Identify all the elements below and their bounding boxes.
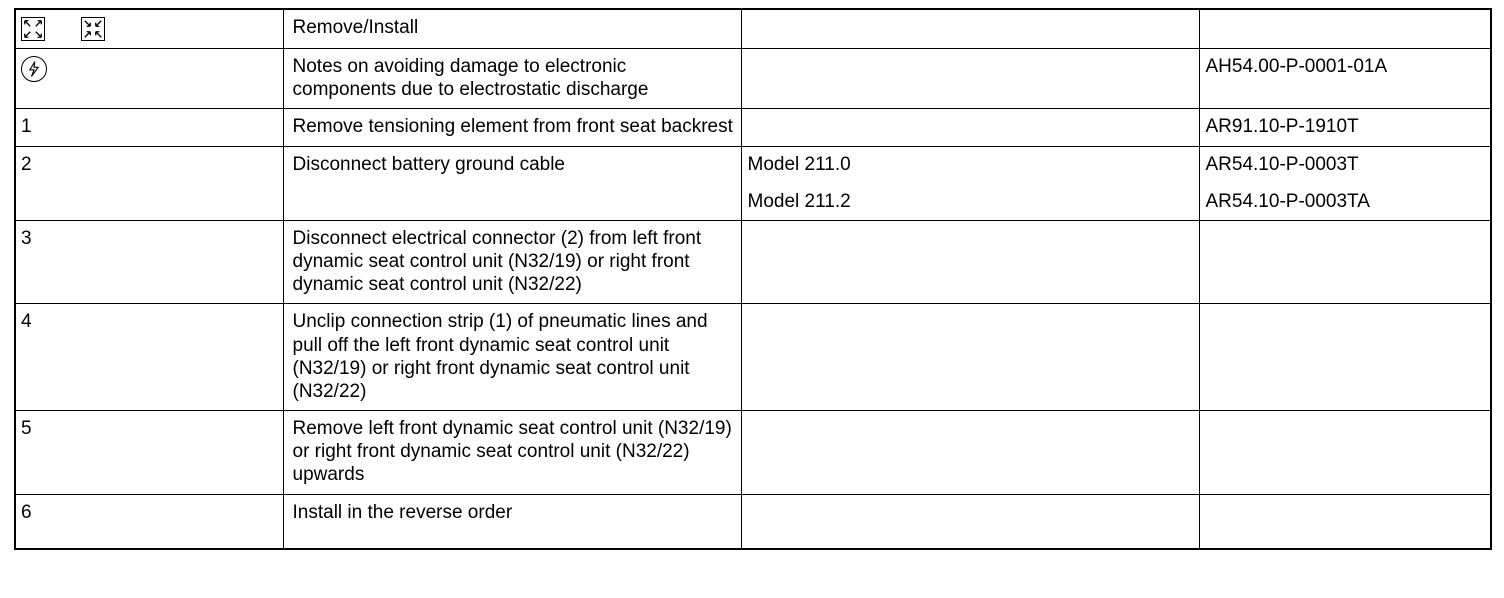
- model-cell: [741, 494, 1199, 549]
- reference-cell: [1199, 146, 1491, 220]
- table-row: [15, 220, 1491, 304]
- table-row: [15, 146, 1491, 220]
- table-row: [15, 9, 1491, 49]
- model-line: Model 211.2: [747, 190, 851, 212]
- reference-cell: [1199, 494, 1491, 549]
- work-step-cell: Remove tensioning element from front seat backrest: [283, 109, 741, 146]
- reference-cell: AR91.10-P-1910T: [1199, 109, 1491, 146]
- reference-cell: [1199, 9, 1491, 49]
- step-cell: [15, 49, 283, 109]
- work-step-cell: Remove left front dynamic seat control unit (N32/19) or right front dynamic seat control unit (N32/22) upwards: [283, 411, 741, 495]
- work-step-cell: Notes on avoiding damage to electronic components due to electrostatic discharge: [283, 49, 741, 109]
- reference-cell: [1199, 411, 1491, 495]
- table-row: [15, 49, 1491, 109]
- reference-cell: [1199, 304, 1491, 411]
- step-cell: 4: [15, 304, 283, 411]
- model-cell: [741, 146, 1199, 220]
- step-cell: 1: [15, 109, 283, 146]
- step-icon-group: [21, 16, 277, 41]
- reference-line: AR54.10-P-0003TA: [1205, 190, 1370, 212]
- model-line: Model 211.0: [747, 153, 851, 175]
- warning-esd-icon: [21, 56, 47, 82]
- work-step-cell: Unclip connection strip (1) of pneumatic lines and pull off the left front dynamic seat control unit (N32/19) or right front dynamic seat control unit (N32/22): [283, 304, 741, 411]
- work-step-cell: Disconnect electrical connector (2) from left front dynamic seat control unit (N32/19) or right front dynamic seat control unit (N32/22): [283, 220, 741, 304]
- model-cell: [741, 49, 1199, 109]
- reference-cell: AH54.00-P-0001-01A: [1199, 49, 1491, 109]
- step-cell: 6: [15, 494, 283, 549]
- table-row: [15, 109, 1491, 146]
- table-row: [15, 411, 1491, 495]
- reference-cell: [1199, 220, 1491, 304]
- model-cell: [741, 304, 1199, 411]
- work-step-cell: Remove/Install: [283, 9, 741, 49]
- collapse-arrows-icon: [81, 17, 105, 41]
- reference-line: AR54.10-P-0003T: [1205, 153, 1359, 175]
- model-cell: [741, 9, 1199, 49]
- step-cell: 5: [15, 411, 283, 495]
- model-cell: [741, 220, 1199, 304]
- expand-arrows-icon: [21, 17, 45, 41]
- procedure-table: [14, 8, 1492, 550]
- step-cell: 2: [15, 146, 283, 220]
- model-cell: [741, 109, 1199, 146]
- model-cell: [741, 411, 1199, 495]
- step-cell: 3: [15, 220, 283, 304]
- work-step-cell: Disconnect battery ground cable: [283, 146, 741, 220]
- work-step-cell: Install in the reverse order: [283, 494, 741, 549]
- step-cell: [15, 9, 283, 49]
- table-row: [15, 304, 1491, 411]
- table-row: [15, 494, 1491, 549]
